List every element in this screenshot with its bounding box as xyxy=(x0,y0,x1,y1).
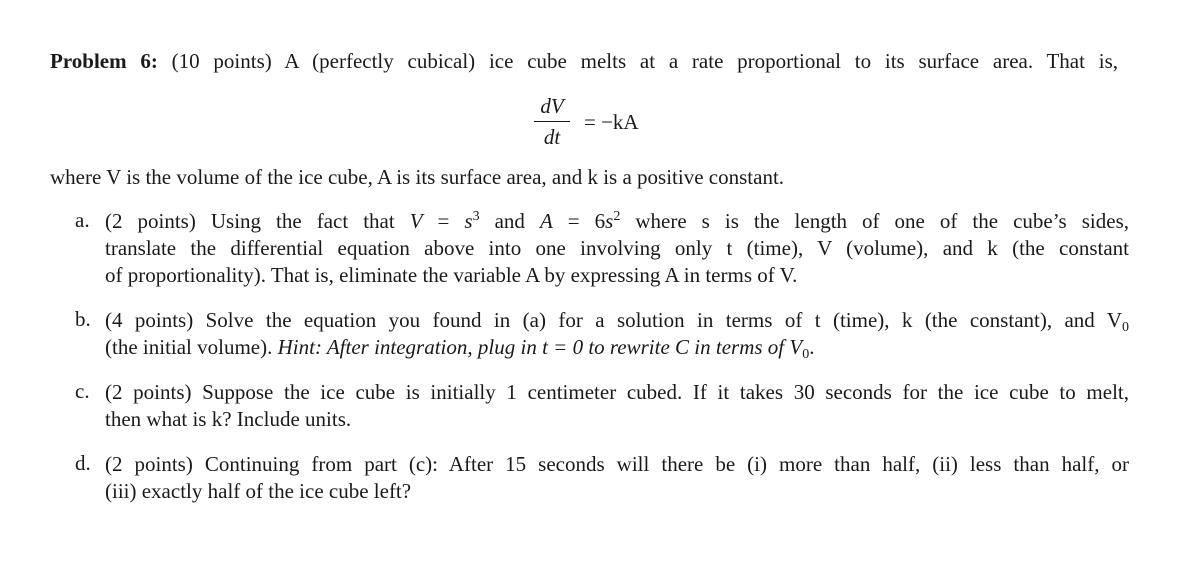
part-b-hint-sub: 0 xyxy=(802,347,810,362)
part-c-line-2: then what is k? Include units. xyxy=(105,407,352,431)
part-b-body xyxy=(105,307,1129,361)
part-a-line-1-post: where s is the length of one of the cube’s sides, xyxy=(620,209,1129,233)
equation-fraction xyxy=(532,94,572,149)
part-a-var-a: A xyxy=(539,209,553,233)
problem-intro-text: (10 points) A (perfectly cubical) ice cube melts at a rate proportional to its surface area. That is, xyxy=(171,49,1118,73)
part-a-label: a. xyxy=(75,208,90,232)
part-a-var-s-2: s xyxy=(605,209,614,233)
part-a-line-1-pre: (2 points) Using the fact that xyxy=(105,209,410,233)
part-c-line-1: (2 points) Suppose the ice cube is initially 1 centimeter cubed. If it takes 30 seconds for the ice cube to melt, xyxy=(105,380,1129,404)
part-a-var-s: s xyxy=(464,209,473,233)
differential-equation xyxy=(532,94,672,154)
part-d-line-2: (iii) exactly half of the ice cube left? xyxy=(105,479,412,503)
part-b-hint: Hint: After integration, plug in t = 0 to rewrite C in terms of V xyxy=(277,335,803,359)
part-b-line-2-end: . xyxy=(809,335,815,359)
problem-heading: Problem 6: xyxy=(50,49,158,73)
part-b-line-1-sub: 0 xyxy=(1122,320,1129,335)
part-d-line-1: (2 points) Continuing from part (c): After 15 seconds will there be (i) more than half, (ii) less than half, or xyxy=(105,452,1129,476)
part-a-body xyxy=(105,208,1129,289)
equation-rhs: = −kA xyxy=(584,110,639,134)
fraction-bar xyxy=(534,121,570,122)
part-b-label: b. xyxy=(75,307,91,331)
equation-denominator: dt xyxy=(543,125,561,149)
part-b-line-1 xyxy=(105,307,1129,334)
part-c-body xyxy=(105,379,1129,433)
part-a-line-3: of proportionality). That is, eliminate the variable A by expressing A in terms of V. xyxy=(105,263,798,287)
where-line: where V is the volume of the ice cube, A is its surface area, and k is a positive constant. xyxy=(50,165,785,189)
part-b-line-1-text: (4 points) Solve the equation you found in (a) for a solution in terms of t (time), k (the constant), and V xyxy=(105,308,1122,332)
part-c-label: c. xyxy=(75,379,90,403)
part-a-eq-2: = 6 xyxy=(552,209,606,233)
part-b-line-2-text: (the initial volume). xyxy=(105,335,278,359)
part-d-body xyxy=(105,451,1129,505)
part-a-line-2: translate the differential equation above into one involving only t (time), V (volume), and k (the constant xyxy=(105,236,1129,260)
part-a-exp-2: 2 xyxy=(613,209,621,224)
part-a-line-1 xyxy=(105,208,1129,235)
part-a-and: and xyxy=(479,209,540,233)
problem-intro xyxy=(50,49,1118,74)
equation-numerator: dV xyxy=(540,94,564,118)
part-d-label: d. xyxy=(75,451,91,475)
part-a-var-v: V xyxy=(409,209,423,233)
part-a-exp-3: 3 xyxy=(472,209,480,224)
part-a-eq-1: = xyxy=(422,209,465,233)
part-b-line-2 xyxy=(105,334,1129,361)
